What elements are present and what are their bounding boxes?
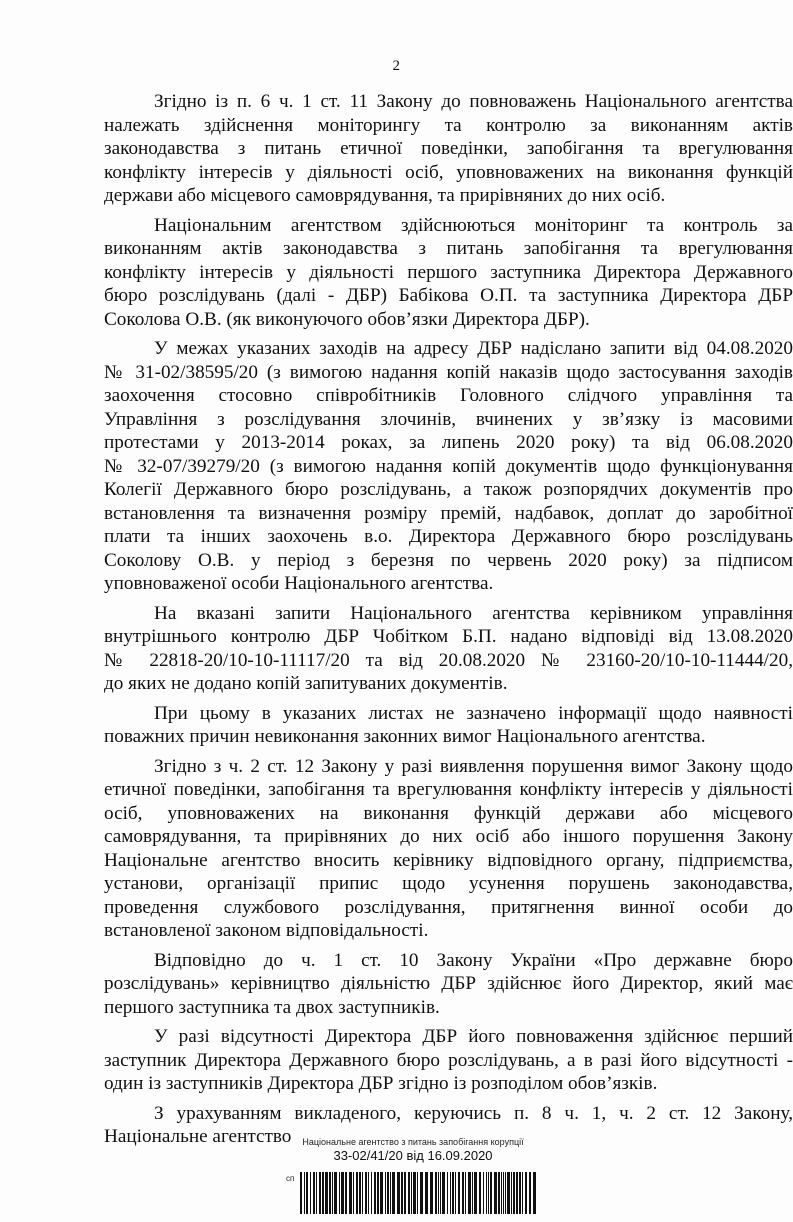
barcode-bar — [417, 1172, 418, 1214]
barcode-bar — [306, 1172, 308, 1214]
barcode-bar — [371, 1172, 372, 1214]
barcode-bar — [408, 1172, 410, 1214]
barcode-bar — [507, 1172, 510, 1214]
text-line: етичної поведінки, запобігання та врегулювання конфлікту інтересів у діяльності — [104, 779, 793, 800]
paragraph — [104, 702, 793, 749]
text-line: № 31-02/38595/20 (з вимогою надання копій наказів щодо застосування заходів — [104, 361, 793, 383]
barcode-bar — [472, 1172, 473, 1214]
barcode-bar — [300, 1172, 302, 1214]
text-line: Соколова О.В. (як виконуючого обов’язки Директора ДБР). — [104, 308, 590, 330]
barcode-bar — [385, 1172, 386, 1214]
paragraph — [104, 602, 793, 696]
barcode-bar — [458, 1172, 460, 1214]
barcode-bar — [380, 1172, 383, 1214]
barcode-bar — [455, 1172, 456, 1214]
barcode-bar — [387, 1172, 389, 1214]
barcode-bar — [425, 1172, 428, 1214]
barcode-bar — [334, 1172, 337, 1214]
barcode-bar — [345, 1172, 347, 1214]
text-line: законодавства з питань етичної поведінки, запобігання та врегулювання — [104, 138, 793, 159]
barcode-block — [286, 1172, 536, 1214]
barcode-bar — [368, 1172, 369, 1214]
barcode-bar — [468, 1172, 471, 1214]
barcode-bar — [349, 1172, 352, 1214]
text-line: першого заступника та двох заступників. — [104, 996, 440, 1018]
barcode-bar — [322, 1172, 324, 1214]
barcode-prefix: сп — [286, 1174, 295, 1183]
text-line: поважних причин невиконання законних вимог Національного агентства. — [104, 726, 706, 747]
barcode-bar — [411, 1172, 412, 1214]
barcode-bar — [316, 1172, 317, 1214]
text-line: заступник Директора Державного бюро розслідувань, а в разі його відсутності - — [104, 1049, 793, 1071]
barcode-bar — [413, 1172, 416, 1214]
document-body — [104, 90, 793, 1149]
barcode-bar — [304, 1172, 305, 1214]
text-line: При цьому в указаних листах не зазначено інформації щодо наявності — [154, 702, 793, 724]
text-line: конфлікту інтересів у діяльності осіб, уповноважених на виконання функцій — [104, 161, 793, 183]
barcode-bar — [440, 1172, 441, 1214]
text-line: Національним агентством здійснюються моніторинг та контроль за — [154, 214, 793, 236]
text-line: виконанням актів законодавства з питань запобігання та врегулювання — [104, 238, 793, 259]
text-line: № 32-07/39279/20 (з вимогою надання копій документів щодо функціонування — [104, 455, 793, 477]
barcode-bar — [462, 1172, 464, 1214]
barcode-bar — [486, 1172, 487, 1214]
text-line: уповноваженої особи Національного агентства. — [104, 573, 494, 594]
text-line: внутрішнього контролю ДБР Чобітком Б.П. надано відповіді від 13.08.2020 — [104, 626, 793, 647]
text-line: На вказані запити Національного агентства керівником управління — [154, 602, 793, 624]
stamp-organization: Національне агентство з питань запобігання корупції — [302, 1137, 524, 1147]
barcode-bar — [435, 1172, 437, 1214]
barcode-bar — [365, 1172, 367, 1214]
text-line: осіб, уповноважених на виконання функцій держави або місцевого — [104, 802, 793, 824]
barcode-bar — [479, 1172, 481, 1214]
barcode-bar — [442, 1172, 445, 1214]
text-line: проведення службового розслідування, притягнення винної особи до — [104, 896, 793, 918]
registration-stamp — [298, 1137, 528, 1164]
text-line: Управління з розслідування злочинів, вчинених у зв’язку із масовими — [104, 408, 793, 430]
barcode-bar — [392, 1172, 395, 1214]
text-line: Колегії Державного бюро розслідувань, а також розпорядчих документів про — [104, 479, 793, 500]
paragraph — [104, 337, 793, 596]
text-line: держави або місцевого самоврядування, та прирівняних до них осіб. — [104, 185, 666, 206]
barcode-bar — [522, 1172, 523, 1214]
barcode-bar — [529, 1172, 531, 1214]
barcode-bar — [511, 1172, 512, 1214]
barcode-bar — [430, 1172, 433, 1214]
barcode-bar — [525, 1172, 527, 1214]
barcode-bar — [390, 1172, 391, 1214]
barcode-bar — [319, 1172, 321, 1214]
text-line: Національне агентство — [104, 1126, 292, 1147]
paragraph — [104, 949, 793, 1020]
barcode-bar — [404, 1172, 406, 1214]
barcode-bar — [450, 1172, 451, 1214]
page-number: 2 — [392, 58, 401, 74]
text-line: заохочення стосовно співробітників Головного слідчого управління та — [104, 385, 793, 406]
barcode-bar — [483, 1172, 484, 1214]
text-line: протестами у 2013-2014 роках, за липень 2020 року) та від 06.08.2020 — [104, 432, 793, 453]
barcode-bar — [513, 1172, 515, 1214]
barcode-bar — [465, 1172, 466, 1214]
barcode-bar — [452, 1172, 454, 1214]
barcode-bar — [397, 1172, 400, 1214]
barcode-bar — [438, 1172, 439, 1214]
barcode-bar — [447, 1172, 448, 1214]
text-line: Національне агентство вносить керівнику відповідного органу, підприємства, — [104, 849, 793, 871]
barcode-bar — [505, 1172, 506, 1214]
text-line: Згідно з ч. 2 ст. 12 Закону у разі виявлення порушення вимог Закону щодо — [154, 755, 793, 777]
barcode-bar — [359, 1172, 361, 1214]
text-line: встановлення та визначення розміру премій, надбавок, доплат до заробітної — [104, 502, 793, 524]
barcode-bar — [488, 1172, 489, 1214]
barcode-bar — [503, 1172, 504, 1214]
text-line: З урахуванням викладеного, керуючись п. 8 ч. 1, ч. 2 ст. 12 Закону, — [154, 1102, 793, 1124]
text-line: встановленої законом відповідальності. — [104, 920, 429, 941]
barcode-bar — [498, 1172, 500, 1214]
paragraph — [104, 1025, 793, 1096]
barcode-bar — [401, 1172, 403, 1214]
paragraph — [104, 90, 793, 208]
barcode-bar — [362, 1172, 363, 1214]
barcode-image — [300, 1172, 536, 1214]
barcode-bar — [339, 1172, 340, 1214]
text-line: плати та інших заохочень в.о. Директора Державного бюро розслідувань — [104, 526, 793, 547]
text-line: бюро розслідувань (далі - ДБР) Бабікова О.П. та заступника Директора ДБР — [104, 285, 793, 306]
text-line: розслідувань» керівництво діяльністю ДБР здійснює його Директор, який має — [104, 973, 793, 994]
barcode-bar — [490, 1172, 492, 1214]
text-line: конфлікту інтересів у діяльності першого заступника Директора Державного — [104, 261, 793, 283]
text-line: Відповідно до ч. 1 ст. 10 Закону України «Про державне бюро — [154, 949, 793, 971]
barcode-bar — [325, 1172, 328, 1214]
text-line: Згідно із п. 6 ч. 1 ст. 11 Закону до повноважень Національного агентства — [154, 91, 793, 112]
barcode-bar — [353, 1172, 354, 1214]
barcode-bar — [329, 1172, 331, 1214]
text-line: до яких не додано копій запитуваних документів. — [104, 673, 508, 694]
barcode-bar — [494, 1172, 497, 1214]
barcode-bar — [519, 1172, 521, 1214]
text-line: належать здійснення моніторингу та контролю за виконанням актів — [104, 114, 793, 136]
barcode-bar — [420, 1172, 423, 1214]
paragraph — [104, 755, 793, 943]
text-line: самоврядування, та прирівняних до них осіб або іншого порушення Закону — [104, 826, 793, 847]
barcode-bar — [310, 1172, 311, 1214]
text-line: Соколову О.В. у період з березня по червень 2020 року) за підписом — [104, 549, 793, 571]
barcode-bar — [332, 1172, 333, 1214]
barcode-bar — [516, 1172, 518, 1214]
barcode-bar — [377, 1172, 379, 1214]
text-line: один із заступників Директора ДБР згідно із розподілом обов’язків. — [104, 1073, 658, 1094]
text-line: № 22818-20/10-10-11117/20 та від 20.08.2020 № 23160-20/10-10-11444/20, — [104, 649, 793, 671]
barcode-bar — [501, 1172, 502, 1214]
barcode-bar — [313, 1172, 315, 1214]
barcode-bar — [474, 1172, 477, 1214]
text-line: У межах указаних заходів на адресу ДБР надіслано запити від 04.08.2020 — [154, 338, 793, 359]
barcode-bar — [374, 1172, 376, 1214]
barcode-bar — [356, 1172, 358, 1214]
barcode-bar — [533, 1172, 536, 1214]
barcode-bar — [341, 1172, 344, 1214]
text-line: установи, організації припис щодо усунення порушень законодавства, — [104, 873, 793, 894]
stamp-registration-number: 33-02/41/20 від 16.09.2020 — [333, 1148, 493, 1163]
text-line: У разі відсутності Директора ДБР його повноваження здійснює перший — [154, 1026, 793, 1047]
paragraph — [104, 214, 793, 332]
